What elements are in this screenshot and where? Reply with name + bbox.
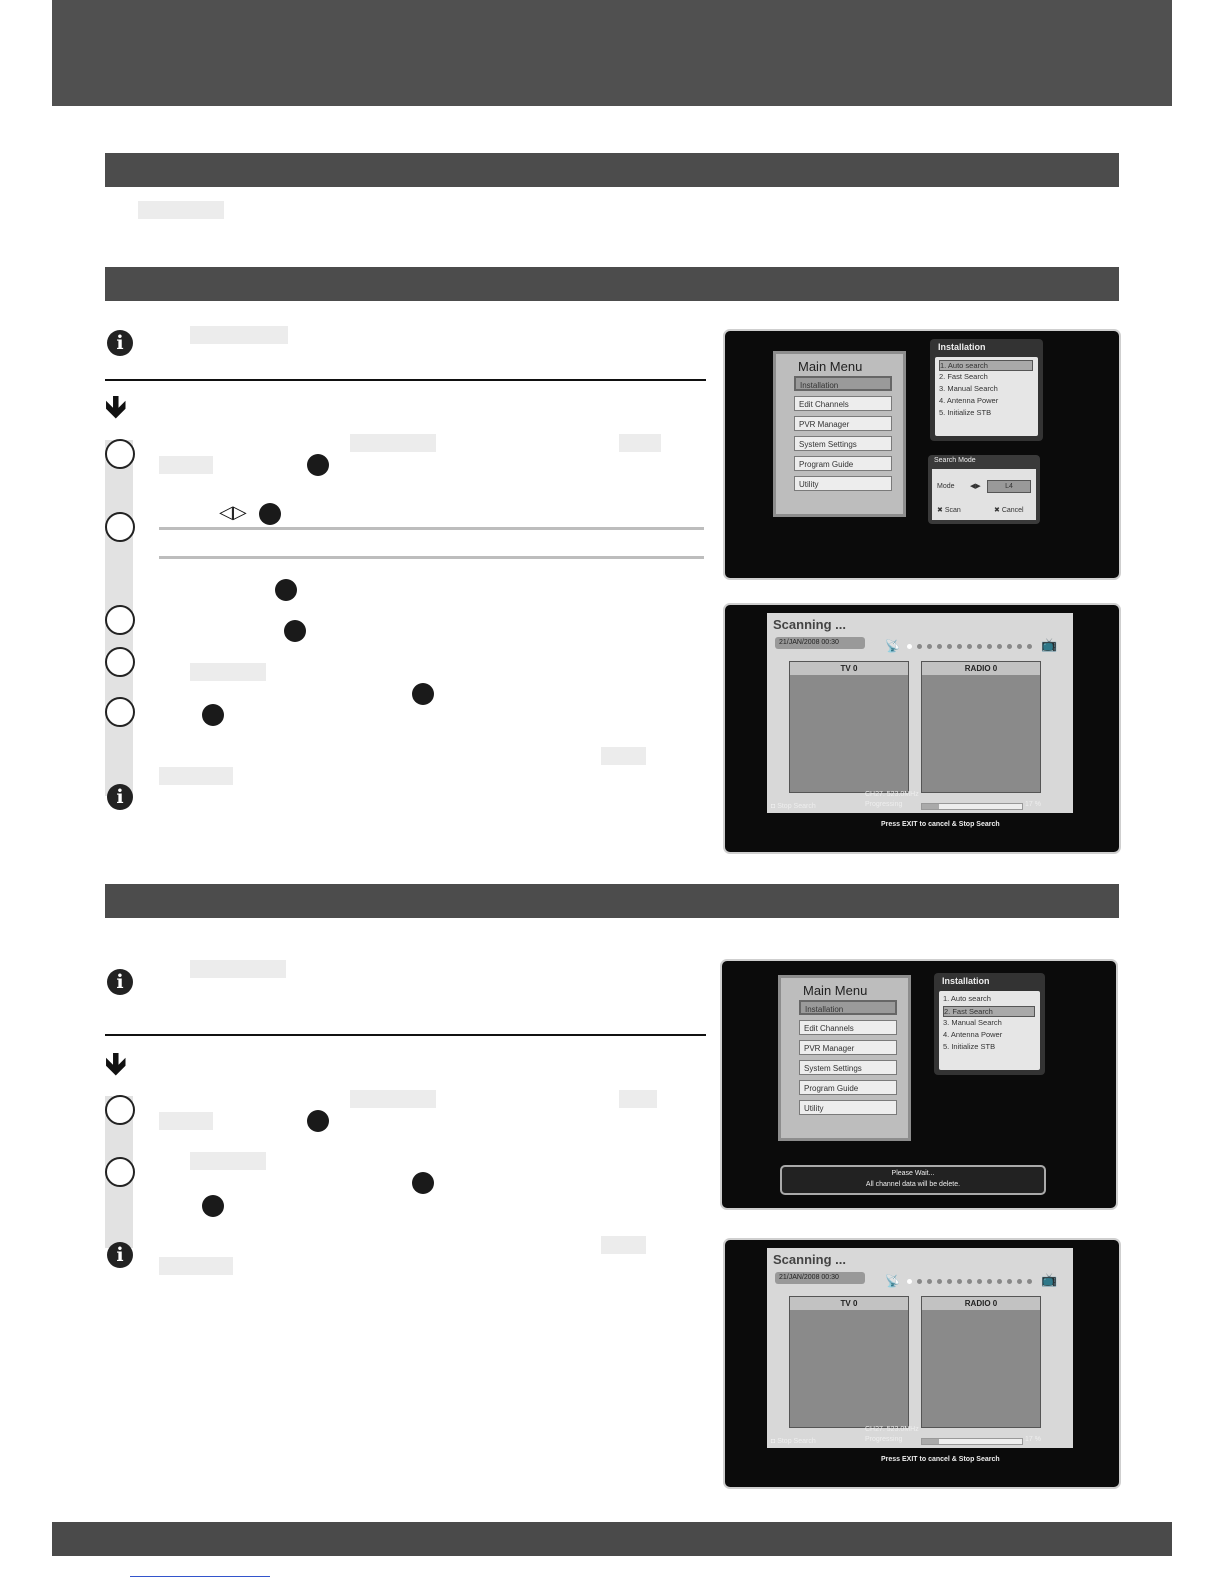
button-key-icon <box>307 1110 329 1132</box>
screen-main-menu-auto <box>723 329 1121 580</box>
main-menu-title: Main Menu <box>803 983 868 998</box>
redacted-text <box>350 434 436 452</box>
menu-item-edit-channels: Edit Channels <box>799 1020 897 1035</box>
redacted-text <box>350 1090 436 1108</box>
stop-search-label: Stop Search <box>777 803 816 810</box>
progress-dot <box>937 1279 942 1284</box>
screen-scanning-fast <box>723 1238 1121 1489</box>
section-bar-1 <box>105 153 1119 187</box>
progress-dot <box>907 644 912 649</box>
section-bar-fast-search <box>105 884 1119 918</box>
progress-dot <box>977 1279 982 1284</box>
menu-item-installation: Installation <box>799 1000 897 1015</box>
header-band <box>52 0 1172 106</box>
exit-hint: Press EXIT to cancel & Stop Search <box>881 1456 1000 1463</box>
tv-count: TV 0 <box>790 1297 908 1310</box>
redacted-text <box>190 663 266 681</box>
radio-column <box>921 1296 1041 1428</box>
progress-dot <box>987 1279 992 1284</box>
option-auto-search: 1. Auto search <box>939 360 1033 371</box>
redacted-text <box>190 326 288 344</box>
redacted-text <box>159 456 213 474</box>
info-icon: i <box>107 969 133 995</box>
search-mode-dialog <box>928 455 1040 524</box>
option-fast-search: 2. Fast Search <box>943 1006 1035 1017</box>
tv-set-icon: 📺 <box>1041 1272 1058 1287</box>
installation-panel <box>934 973 1045 1075</box>
channel-info: CH27. 523.0MHz <box>865 791 919 798</box>
radio-count: RADIO 0 <box>922 1297 1040 1310</box>
step-5-circle <box>105 697 135 727</box>
cancel-label: Cancel <box>1001 507 1024 514</box>
step-4-circle <box>105 647 135 677</box>
stop-search-label: Stop Search <box>777 1438 816 1445</box>
satellite-dish-icon: 📡 <box>885 1274 900 1288</box>
menu-item-program-guide: Program Guide <box>794 456 892 471</box>
progress-dot <box>917 1279 922 1284</box>
progress-dot <box>997 1279 1002 1284</box>
scan-date: 21/JAN/2008 00:30 <box>775 637 865 649</box>
progress-dot <box>937 644 942 649</box>
option-manual-search: 3. Manual Search <box>939 384 998 393</box>
info-icon: i <box>107 784 133 810</box>
progress-fill <box>922 1439 939 1444</box>
scan-date: 21/JAN/2008 00:30 <box>775 1272 865 1284</box>
down-arrow-icon: 🡻 <box>105 1047 127 1082</box>
footer-band <box>52 1522 1172 1556</box>
main-menu-panel <box>773 351 906 517</box>
tv-column <box>789 1296 909 1428</box>
button-key-icon <box>275 579 297 601</box>
radio-count: RADIO 0 <box>922 662 1040 675</box>
main-menu-title: Main Menu <box>798 359 863 374</box>
wait-line-1: Please Wait... <box>891 1170 935 1177</box>
button-key-icon <box>284 620 306 642</box>
menu-item-utility: Utility <box>794 476 892 491</box>
menu-item-program-guide: Program Guide <box>799 1080 897 1095</box>
menu-item-edit-channels: Edit Channels <box>794 396 892 411</box>
progress-value: 17 <box>1025 801 1033 808</box>
channel-info: CH27. 523.0MHz <box>865 1426 919 1433</box>
button-key-icon <box>412 683 434 705</box>
scanning-title: Scanning ... <box>773 1252 846 1267</box>
redacted-text <box>190 960 286 978</box>
left-right-arrow-icon: ◁▷ <box>219 502 247 523</box>
button-key-icon <box>307 454 329 476</box>
redacted-text <box>159 1257 233 1275</box>
stop-search-hint: ◘ Stop Search <box>771 1438 816 1445</box>
percent-sign: % <box>1034 801 1041 808</box>
radio-column <box>921 661 1041 793</box>
progress-dot <box>997 644 1002 649</box>
step-3-circle <box>105 605 135 635</box>
progress-dot <box>1007 1279 1012 1284</box>
redacted-text <box>601 747 646 765</box>
progress-dot <box>977 644 982 649</box>
redacted-text <box>619 434 661 452</box>
menu-item-system-settings: System Settings <box>794 436 892 451</box>
progress-dot <box>967 1279 972 1284</box>
progress-dot <box>987 644 992 649</box>
installation-title: Installation <box>938 342 986 352</box>
redacted-text <box>619 1090 657 1108</box>
scanning-panel <box>767 1248 1073 1448</box>
info-icon: i <box>107 330 133 356</box>
step-1-circle <box>105 439 135 469</box>
tv-set-icon: 📺 <box>1041 637 1058 652</box>
note-rule-bottom <box>159 556 704 559</box>
main-menu-panel <box>778 975 911 1141</box>
exit-hint: Press EXIT to cancel & Stop Search <box>881 821 1000 828</box>
wait-dialog <box>780 1165 1046 1195</box>
footer-link-underline <box>130 1576 270 1577</box>
progress-bar <box>921 1438 1023 1445</box>
progress-value: 17 <box>1025 1436 1033 1443</box>
scanning-panel <box>767 613 1073 813</box>
step-2-circle <box>105 512 135 542</box>
progress-percent <box>1025 801 1041 808</box>
menu-item-installation: Installation <box>794 376 892 391</box>
button-key-icon <box>202 704 224 726</box>
progress-label: Progressing <box>865 801 903 808</box>
cancel-hint: ✖ Cancel <box>994 507 1024 514</box>
step-1-circle <box>105 1095 135 1125</box>
redacted-text <box>601 1236 646 1254</box>
progress-dot <box>1017 644 1022 649</box>
menu-item-pvr-manager: PVR Manager <box>799 1040 897 1055</box>
progress-dot <box>917 644 922 649</box>
option-initialize-stb: 5. Initialize STB <box>939 408 992 417</box>
tv-column <box>789 661 909 793</box>
menu-item-system-settings: System Settings <box>799 1060 897 1075</box>
stop-search-hint: ◘ Stop Search <box>771 803 816 810</box>
progress-percent <box>1025 1436 1041 1443</box>
divider <box>105 1034 706 1036</box>
progress-dot <box>947 1279 952 1284</box>
installation-panel <box>930 339 1043 441</box>
scanning-title: Scanning ... <box>773 617 846 632</box>
step-2-circle <box>105 1157 135 1187</box>
progress-dot <box>957 1279 962 1284</box>
progress-dot <box>1027 1279 1032 1284</box>
button-key-icon <box>412 1172 434 1194</box>
mode-arrows-icon: ◀▶ <box>970 483 981 490</box>
button-key-icon <box>259 503 281 525</box>
note-rule-top <box>159 527 704 530</box>
progress-dot <box>957 644 962 649</box>
progress-dot <box>967 644 972 649</box>
progress-fill <box>922 804 939 809</box>
progress-dot <box>1017 1279 1022 1284</box>
progress-dot <box>947 644 952 649</box>
option-antenna-power: 4. Antenna Power <box>943 1030 1003 1039</box>
down-arrow-icon: 🡻 <box>105 390 127 425</box>
redacted-text <box>138 201 224 219</box>
percent-sign: % <box>1034 1436 1041 1443</box>
installation-title: Installation <box>942 976 990 986</box>
search-mode-title: Search Mode <box>934 457 976 464</box>
tv-count: TV 0 <box>790 662 908 675</box>
section-bar-auto-search <box>105 267 1119 301</box>
progress-bar <box>921 803 1023 810</box>
menu-item-pvr-manager: PVR Manager <box>794 416 892 431</box>
redacted-text <box>159 1112 213 1130</box>
progress-dot <box>927 644 932 649</box>
divider <box>105 379 706 381</box>
progress-dot <box>927 1279 932 1284</box>
redacted-text <box>190 1152 266 1170</box>
wait-line-2: All channel data will be delete. <box>865 1181 961 1188</box>
option-initialize-stb: 5. Initialize STB <box>943 1042 996 1051</box>
mode-label: Mode <box>937 483 955 490</box>
progress-dot <box>1007 644 1012 649</box>
scan-hint: ✖ Scan <box>937 507 961 514</box>
option-auto-search: 1. Auto search <box>943 994 991 1003</box>
option-manual-search: 3. Manual Search <box>943 1018 1002 1027</box>
progress-dot <box>1027 644 1032 649</box>
menu-item-utility: Utility <box>799 1100 897 1115</box>
option-fast-search: 2. Fast Search <box>939 372 988 381</box>
button-key-icon <box>202 1195 224 1217</box>
satellite-dish-icon: 📡 <box>885 639 900 653</box>
info-icon: i <box>107 1242 133 1268</box>
progress-dot <box>907 1279 912 1284</box>
screen-scanning-auto <box>723 603 1121 854</box>
redacted-text <box>159 767 233 785</box>
screen-main-menu-fast <box>720 959 1118 1210</box>
option-antenna-power: 4. Antenna Power <box>939 396 999 405</box>
progress-label: Progressing <box>865 1436 903 1443</box>
scan-label: Scan <box>944 507 961 514</box>
mode-value: L4 <box>987 480 1031 493</box>
